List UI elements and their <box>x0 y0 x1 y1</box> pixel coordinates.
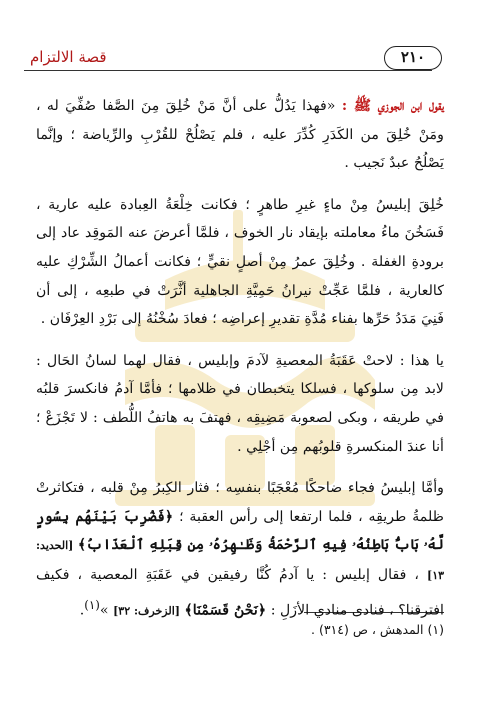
quran-verse: ﴿نَحْنُ قَسَمْنَا﴾ <box>184 602 267 619</box>
verse-reference: [الزخرف: ٣٢] <box>113 604 180 618</box>
paragraph-text: «فهذا يَدُلُّ على أنَّ مَنْ خُلِقَ مِنَ الصَّفا صُفِّيَ له ، ومَنْ خُلِقَ من الكَدَرِ كُدِّرَ عليه ، فلم يَصْلُحْ للقُرْبِ والرِّياضة ؛ وإنَّما يَصْلُحُ عبدٌ نَجيب . <box>36 98 444 172</box>
quote-attribution: يقول ابن الجوزي ﷺ : <box>341 98 444 114</box>
footnote: (١) المدهش ، ص (٣١٤) . <box>311 622 444 637</box>
paragraph-text: ، فقال إبليس : يا آدمُ كُنَّا رفيقين في عَقَبَةِ المعصية ، فكيف افترقنا؟ ، فنادى منادي الأزَلِ : <box>36 566 444 619</box>
paragraph-4 <box>36 474 444 626</box>
paragraph-text: خُلِقَ إبليسُ مِنْ ماءٍ غيرِ طاهرٍ ؛ فكانت خِلْعَةُ العِبادة عليه عارية ، فَسَخُنَ ماءُ معاملته بإيقاد نار الخوف ، فلمَّا أعرضَ عنه المَوقِد عاد إلى برودةِ الغفلة . وخُلِقَ عمرُ مِنْ أصلٍ نقيٍّ ؛ فكانت أعمالُ الشِّرْكِ عليه كالعارية ، فلمَّا عَجِّتْ نيرانُ حَمِيَّةِ الجاهلية أثَّرَتْ في طبعِه ، إلى أن فَنِيَ مَدَدُ حَرِّها بفناء مُدَّةِ تقديرِ إعراضِه ؛ فعادَ سُخْنُهُ إلى بَرْدِ العِرْفَان . <box>36 196 444 328</box>
verse-reference: [الحديد: ١٣] <box>36 539 445 582</box>
paragraph-3 <box>36 347 444 461</box>
page-header <box>24 46 456 74</box>
main-text <box>36 92 444 639</box>
quran-verse: ﴿فَضُرِبَ بَيْنَهُم بِسُورٍ لَّهُۥ بَابٌۢ بَاطِنُهُۥ فِيهِ ٱلرَّحْمَةُ وَظَـٰهِرُهُۥ مِن قِبَلِهِ ٱلْعَذَابُ﴾ <box>36 508 444 554</box>
paragraph-1 <box>36 92 444 178</box>
final-period: . <box>79 602 85 619</box>
running-title: قصة الالتزام <box>30 48 107 66</box>
closing-quote: » <box>99 602 109 619</box>
paragraph-text: وأمَّا إبليسُ فجاء ضاحكًا مُعْجَبًا بنفسِه ؛ فثار الكِبرُ مِنْ قلبه ، فتكاثرتْ ظلمةُ طريقِه ، فلما ارتفعا إلى رأس العقبة ؛ <box>36 480 444 525</box>
header-rule <box>24 70 432 71</box>
paragraph-2 <box>36 191 444 334</box>
paragraph-text: يا هذا : لاحتْ عَقَبَةُ المعصيةِ لآدمَ وإبليس ، فقال لهما لسانُ الحَال : لابد مِن سلوكها ، فسلكا يتخبطان في ظلامها ؛ فأمَّا آدمُ فانكسرَ قلبُه في طريقه ، وبكى لصعوبة مَضِيقِه ، فهتفَ به هاتفُ اللُّطف : لا تَجْزَعْ ؛ أنا عندَ المنكسرةِ قلوبُهم مِن أجْلِي . <box>36 352 444 455</box>
page-number: ٢١٠ <box>384 46 442 70</box>
footnote-marker: (١) <box>84 597 100 612</box>
